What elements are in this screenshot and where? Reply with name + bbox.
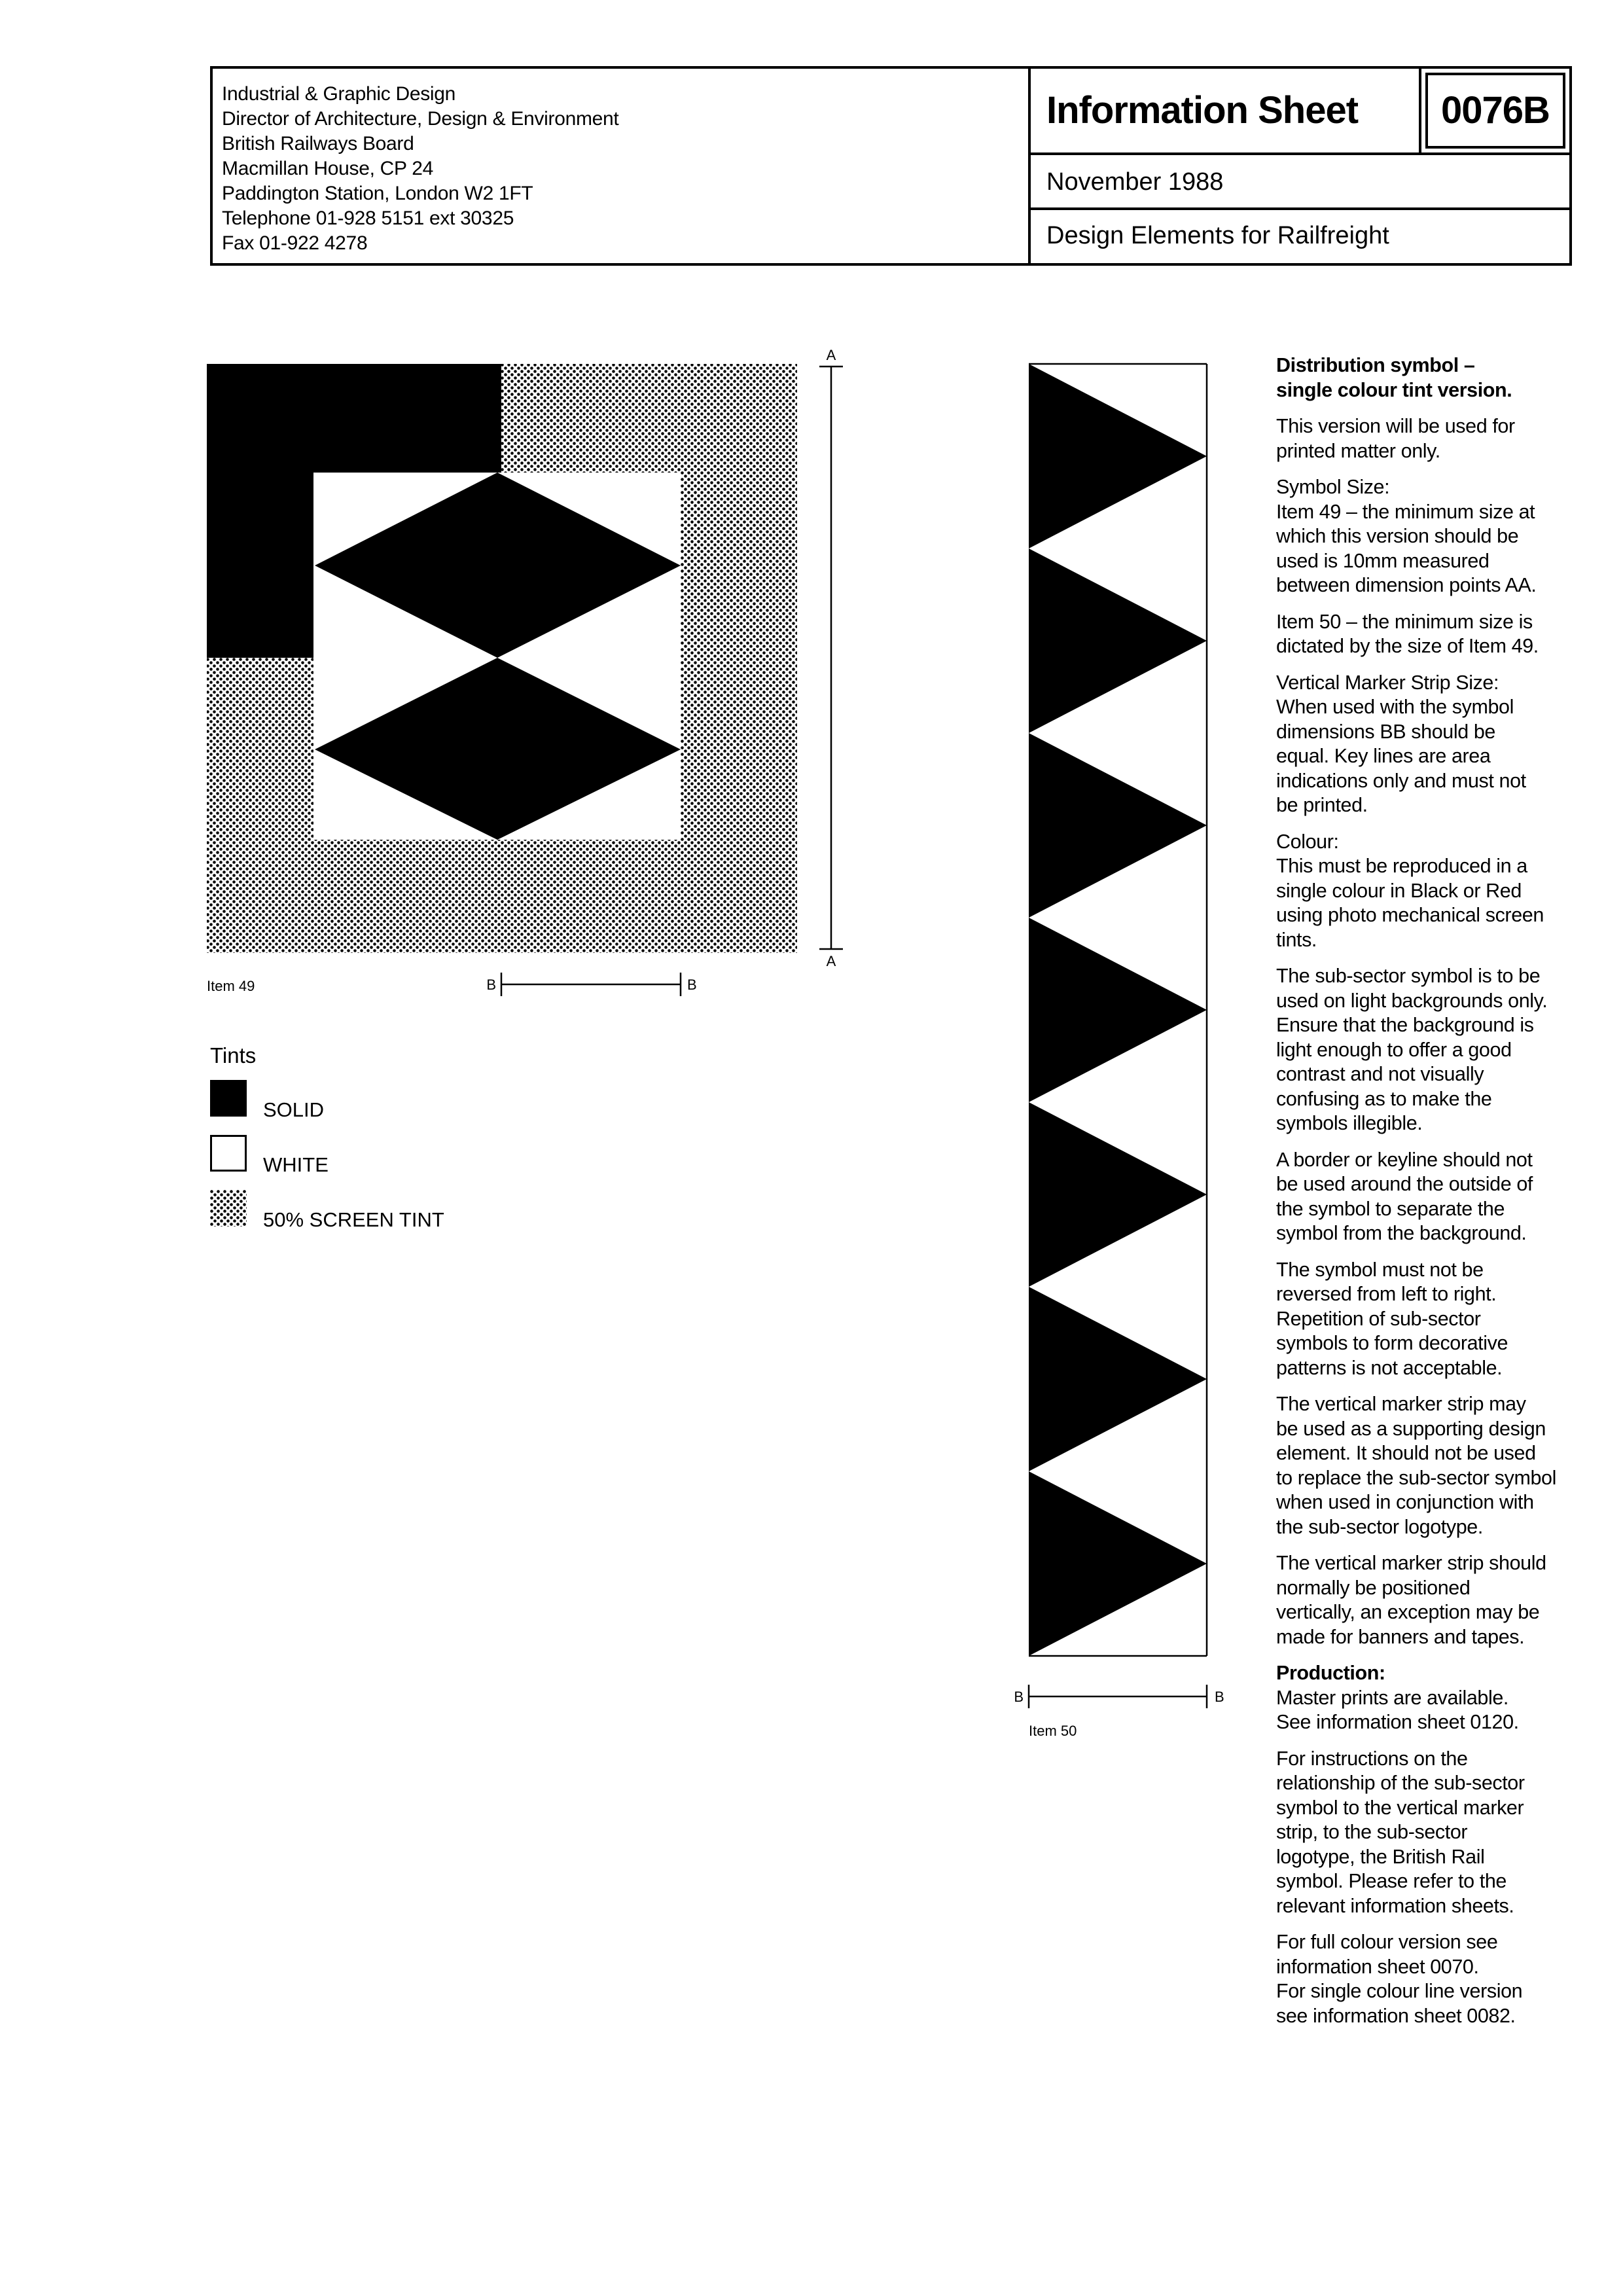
production-paragraph: Master prints are available. See information sheet 0120. [1276,1686,1519,1733]
production-paragraph: For instructions on the relationship of the sub-sector symbol to the vertical marker strip, to the sub-sector logotype, the British Rail symbol. Please refer to the relevant information sheets. [1276,1747,1525,1917]
subject-cell [1031,210,1569,263]
dimension-b-left-label: B [486,977,496,993]
swatch-white-label: WHITE [263,1153,329,1176]
dimension-b-right-label: B [687,977,697,993]
tints-title: Tints [210,1043,257,1067]
notes-paragraph: The sub-sector symbol is to be used on light backgrounds only. Ensure that the background is light enough to offer a good contrast and not visually confusing as to make the symbols illegible. [1276,965,1548,1134]
sheet-code: 0076B [1441,89,1550,132]
production-paragraph: For full colour version see information sheet 0070. For single colour line version see information sheet 0082. [1276,1931,1523,2027]
strip-triangle [1029,918,1207,1102]
strip-dimension-b-line [1029,1685,1207,1708]
address-line: Telephone 01-928 5151 ext 30325 [222,207,514,229]
title-cell [1031,69,1419,155]
notes-heading: Distribution symbol – single colour tint version. [1276,354,1512,401]
notes-paragraph: Symbol Size: Item 49 – the minimum size at which this version should be used is 10mm measured between dimension points AA. [1276,476,1537,596]
strip-dimension-b-right-label: B [1215,1689,1224,1705]
notes-paragraph: Colour: This must be reproduced in a single colour in Black or Red using photo mechanical screen tints. [1276,830,1544,951]
dimension-b-line [501,973,681,996]
address-line: Industrial & Graphic Design [222,83,456,105]
notes-paragraph: Vertical Marker Strip Size: When used with the symbol dimensions BB should be equal. Key lines are area indications only and must not be printed. [1276,671,1526,816]
notes-paragraph: The vertical marker strip may be used as a supporting design element. It should not be used to replace the sub-sector symbol when used in conjunction with the sub-sector logotype. [1276,1393,1556,1538]
sheet-date: November 1988 [1046,168,1224,196]
swatch-white [210,1135,247,1172]
sheet-subject: Design Elements for Railfreight [1046,222,1389,249]
strip-triangle [1029,733,1207,918]
strip-triangle [1029,548,1207,733]
production-heading: Production: [1276,1662,1385,1684]
item49-symbol-drawing [196,340,877,1008]
notes-paragraph: This version will be used for printed matter only. [1276,415,1515,462]
header-box [210,66,1572,266]
swatch-tint [210,1190,247,1227]
strip-triangle [1029,1287,1207,1471]
sheet-title: Information Sheet [1046,89,1359,132]
address-line: Macmillan House, CP 24 [222,158,433,179]
notes-paragraph: A border or keyline should not be used around the outside of the symbol to separate the symbol from the background. [1276,1148,1533,1244]
swatch-solid-label: SOLID [263,1098,325,1121]
notes-paragraph: Item 50 – the minimum size is dictated by the size of Item 49. [1276,610,1539,657]
notes-column [1276,353,1584,2040]
strip-dimension-b-left-label: B [1014,1689,1024,1705]
notes-paragraph: The vertical marker strip should normally be positioned vertically, an exception may be made for banners and tapes. [1276,1552,1546,1648]
dimension-a-bottom-label: A [826,953,836,969]
dimension-a-line [819,367,843,949]
item49-label: Item 49 [207,978,255,994]
strip-triangle [1029,1102,1207,1287]
swatch-solid [210,1080,247,1117]
date-cell [1031,155,1569,210]
item50-label: Item 50 [1029,1723,1077,1739]
address-line: Paddington Station, London W2 1FT [222,183,533,204]
swatch-tint-label: 50% SCREEN TINT [263,1208,444,1231]
strip-triangle [1029,364,1207,548]
dimension-a-top-label: A [826,347,836,363]
notes-paragraph: The symbol must not be reversed from left to right. Repetition of sub-sector symbols to form decorative patterns is not acceptable. [1276,1258,1508,1379]
address-block [213,69,1031,263]
address-line: British Railways Board [222,133,414,154]
address-line: Director of Architecture, Design & Environment [222,108,619,130]
address-line: Fax 01-922 4278 [222,232,368,254]
strip-triangle [1029,1471,1207,1656]
code-cell [1419,69,1569,155]
item50-marker-strip [1008,353,1230,1715]
